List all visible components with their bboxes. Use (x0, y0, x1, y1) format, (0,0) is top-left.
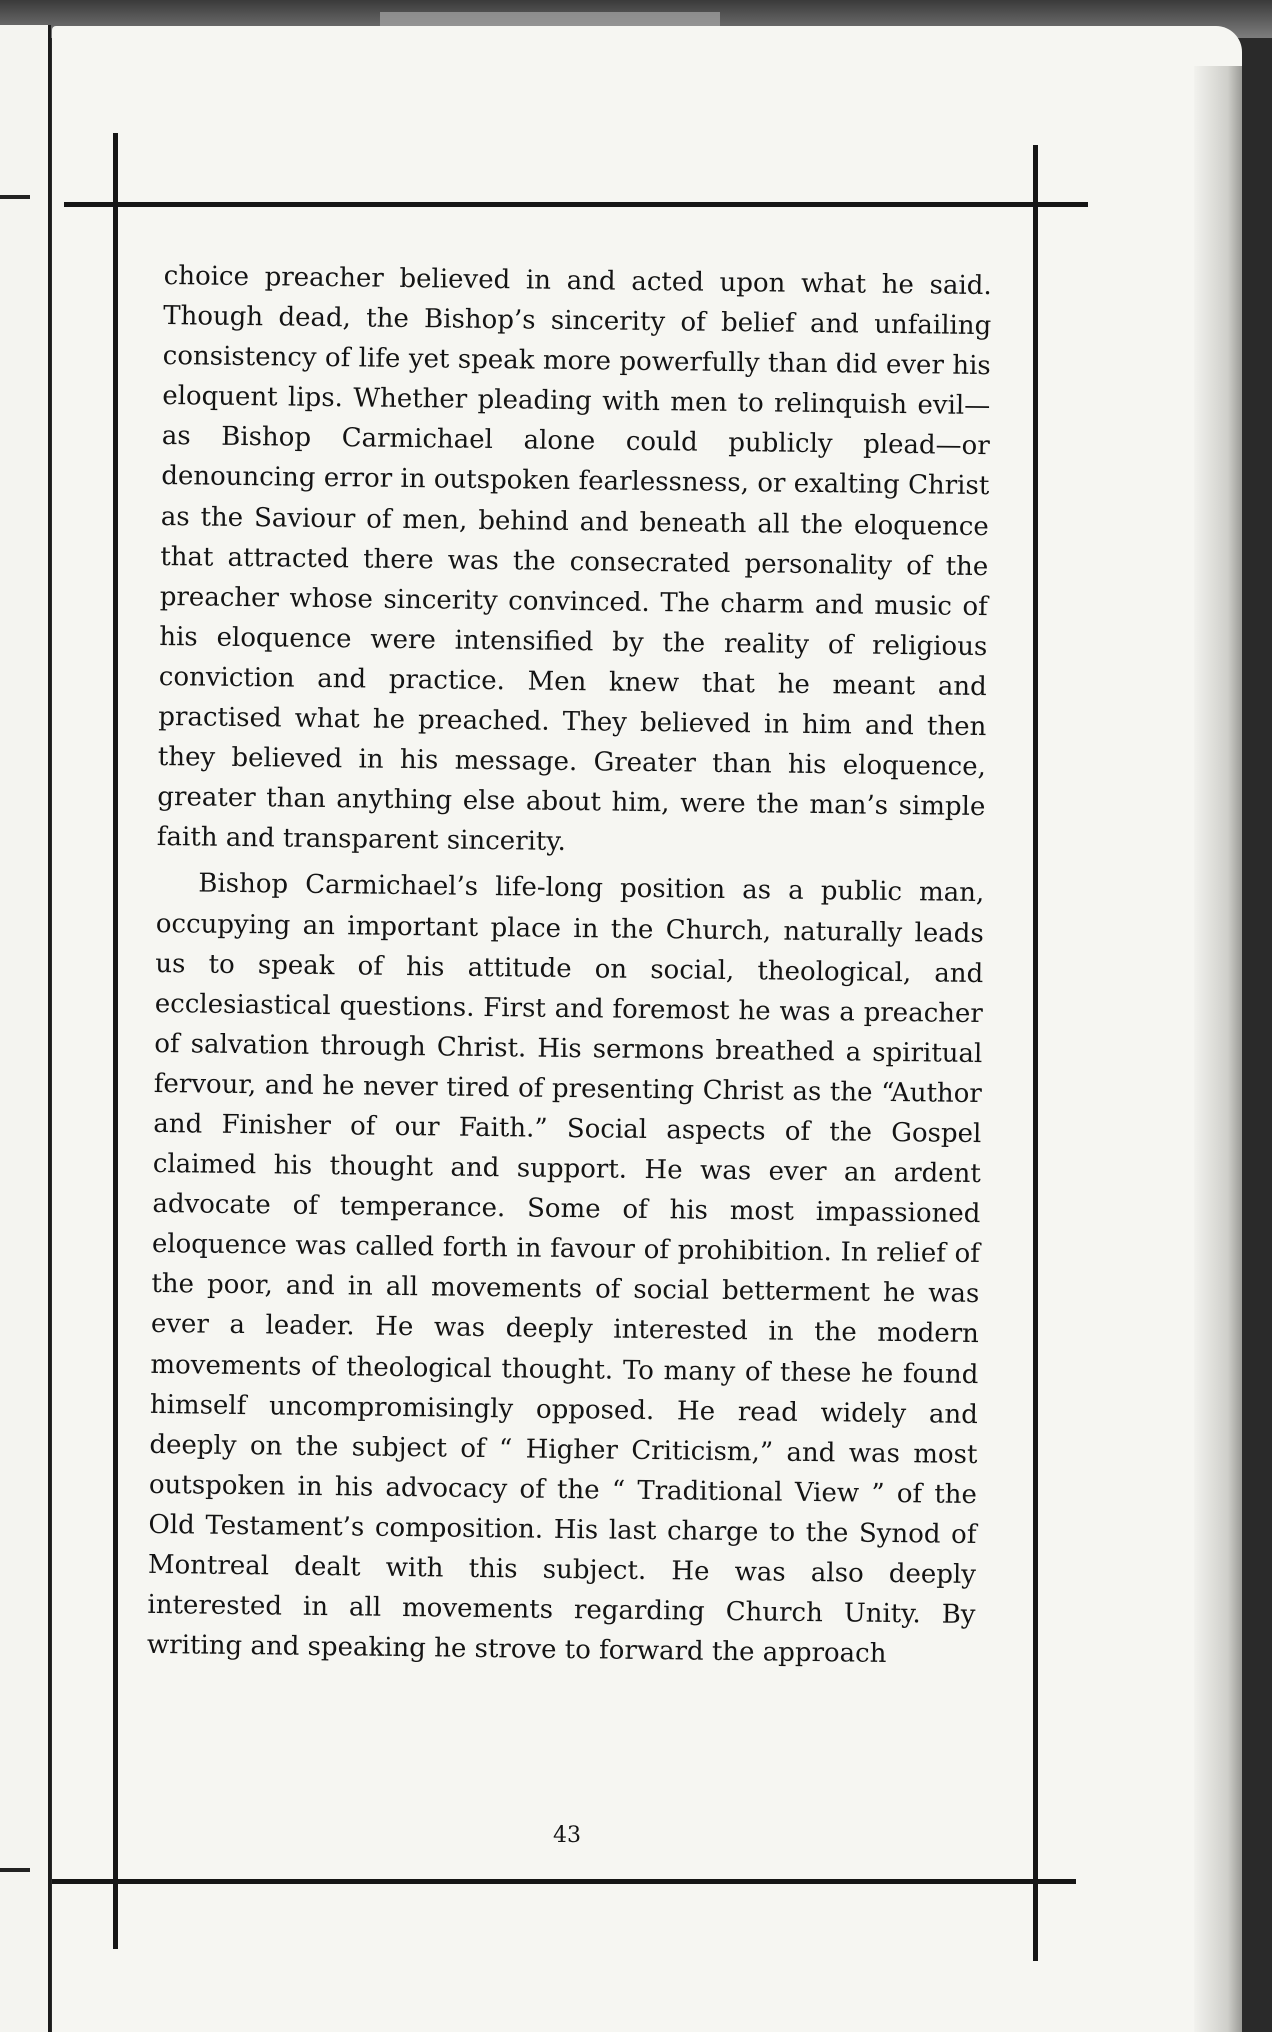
paragraph-bishop-attitude: Bishop Carmichael’s life-long position as a public man, occupying an important place in the Church, naturally leads us to speak of his attitude on social, theological, and ecclesiastical questions. First and foremost he was a preacher of salvation through Christ. His sermons breathed a spiritual fervour, and he never tired of presenting Christ as the “Author and Finisher of our Faith.” Social aspects of the Gospel claimed his thought and support. He was ever an ardent advocate of temperance. Some of his most impassioned eloquence was called forth in favour of prohibition. In relief of the poor, and in all movements of social betterment he was ever a leader. He was deeply interested in the modern movements of theological thought. To many of these he found himself uncompromisingly opposed. He read widely and deeply on the subject of “ Higher Criticism,” and was most outspoken in his advocacy of the “ Traditional View ” of the Old Testament’s composition. His last charge to the Synod of Montreal dealt with this subject. He was also deeply interested in all movements regarding Church Unity. By writing and speaking he strove to forward the approach (146, 868, 985, 1670)
body-text (147, 256, 992, 1675)
frame-rule-left (113, 133, 118, 1949)
left-facing-page-edge (0, 25, 51, 2032)
frame-rule-top (64, 202, 1088, 207)
left-page-rule-mark (0, 1868, 30, 1872)
page-number: 43 (553, 1823, 581, 1848)
page-fore-edge (1194, 66, 1242, 2032)
left-page-rule-mark (0, 195, 30, 199)
paragraph-continuation: choice preacher believed in and acted upon what he said. Though dead, the Bishop’s sincerity of belief and unfailing consistency of life yet speak more powerfully than did ever his eloquent lips. Whether pleading with men to relinquish evil—as Bishop Carmichael alone could publicly plead—or denouncing error in outspoken fearlessness, or exalting Christ as the Saviour of men, behind and beneath all the eloquence that attracted there was the consecrated personality of the preacher whose sincerity convinced. The charm and music of his eloquence were intensified by the reality of religious conviction and practice. Men knew that he meant and practised what he preached. They believed in him and then they believed in his message. Greater than his eloquence, greater than anything else about him, were the man’s simple faith and transparent sincerity. (156, 260, 992, 858)
frame-rule-bottom (52, 1879, 1076, 1884)
frame-rule-right (1033, 145, 1038, 1961)
